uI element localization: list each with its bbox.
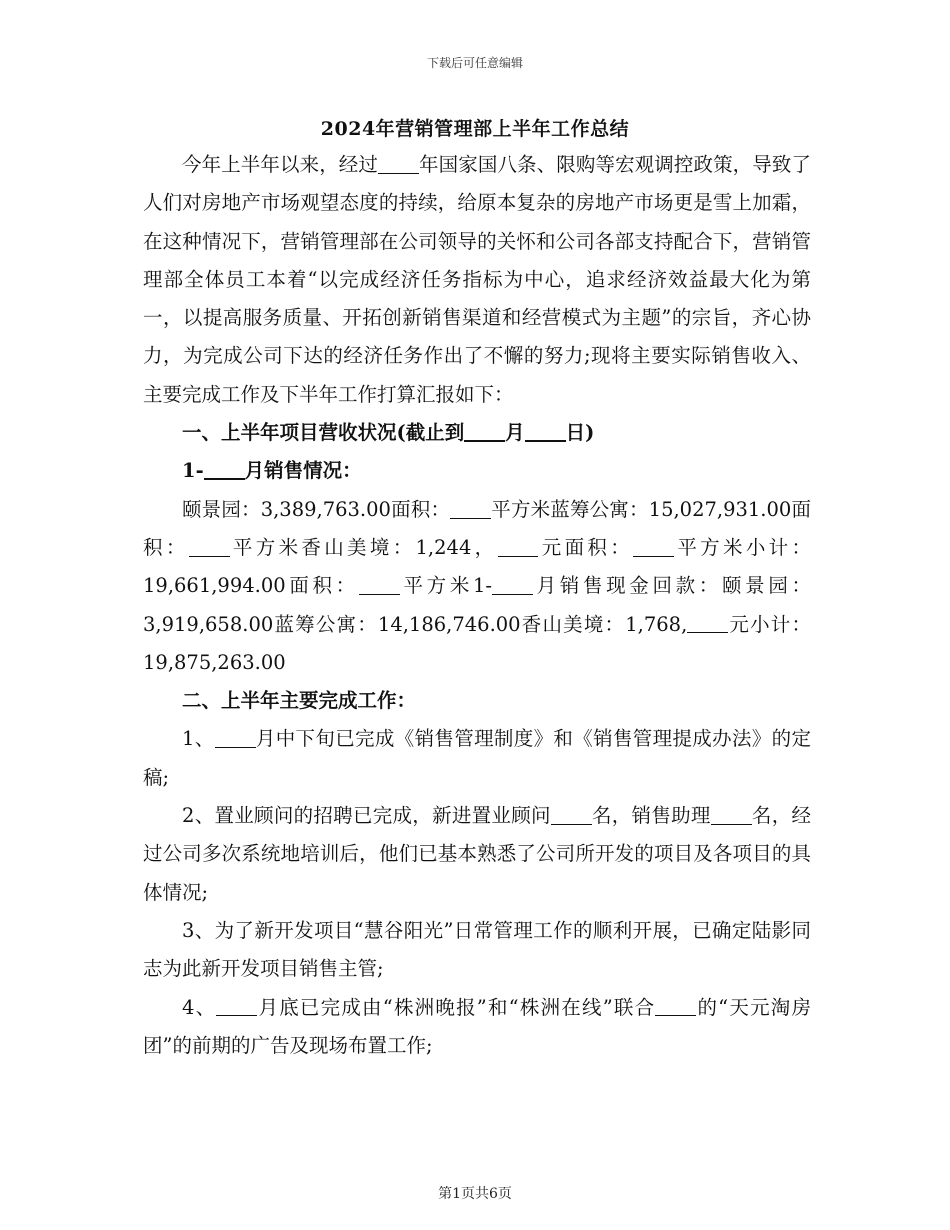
fill-blank: [464, 421, 505, 443]
fill-blank: [492, 575, 533, 596]
fill-blank: [189, 536, 230, 557]
section-heading-1: 一、上半年项目营收状况(截止到 月 日): [182, 421, 595, 445]
fill-blank: [216, 996, 257, 1017]
fill-blank: [525, 421, 566, 443]
list-item: 4、 月底已完成由“株洲晚报”和“株洲在线”联合 的“天元淘房团”的前期的广告及现场布置工作;: [143, 995, 811, 1057]
intro-paragraph: 今年上半年以来，经过 年国家国八条、限购等宏观调控政策，导致了人们对房地产市场观望态度的持续，给原本复杂的房地产市场更是雪上加霜，在这种情况下，营销管理部在公司领导的关怀和公司各部支持配合下，营销管理部全体员工本着“以完成经济任务指标为中心，追求经济效益最大化为第一，以提高服务质量、开拓创新销售渠道和经营模式为主题”的宗旨，齐心协力，为完成公司下达的经济任务作出了不懈的努力;现将主要实际销售收入、主要完成工作及下半年工作打算汇报如下：: [143, 153, 811, 406]
fill-blank: [215, 728, 256, 749]
page-footer: 第1页共6页: [438, 1186, 512, 1202]
page-title: 2024年营销管理部上半年工作总结: [320, 118, 630, 140]
section-heading-2: 二、上半年主要完成工作：: [182, 689, 417, 713]
subheading-sales: 1- 月销售情况：: [182, 459, 362, 483]
list-item: 2、置业顾问的招聘已完成，新进置业顾问 名，销售助理 名，经过公司多次系统地培训后，他们已基本熟悉了公司所开发的项目及各项目的具体情况;: [143, 804, 811, 904]
list-item: 3、为了新开发项目“慧谷阳光”日常管理工作的顺利开展，已确定陆影同志为此新开发项目销售主管;: [143, 918, 811, 981]
fill-blank: [498, 536, 539, 557]
fill-blank: [655, 996, 696, 1017]
fill-blank: [359, 575, 400, 596]
fill-blank: [687, 613, 728, 634]
document-body: [143, 146, 811, 1065]
sales-paragraph: 颐景园：3,389,763.00面积： 平方米蓝筹公寓：15,027,931.00面积： 平方米香山美境：1,244， 元面积： 平方米小计：19,661,994.00面积： 平方米1- 月销售现金回款：颐景园：3,919,658.00蓝筹公寓：14,186,746.00香山美境：1,768, 元小计：19,875,263.00: [143, 497, 811, 674]
fill-blank: [551, 804, 592, 825]
fill-blank: [204, 459, 245, 481]
fill-blank: [378, 153, 419, 174]
fill-blank: [711, 804, 752, 825]
list-item: 1、 月中下旬已完成《销售管理制度》和《销售管理提成办法》的定稿;: [143, 727, 811, 789]
fill-blank: [450, 498, 491, 519]
fill-blank: [633, 536, 674, 557]
header-note: 下载后可任意编辑: [426, 56, 523, 70]
